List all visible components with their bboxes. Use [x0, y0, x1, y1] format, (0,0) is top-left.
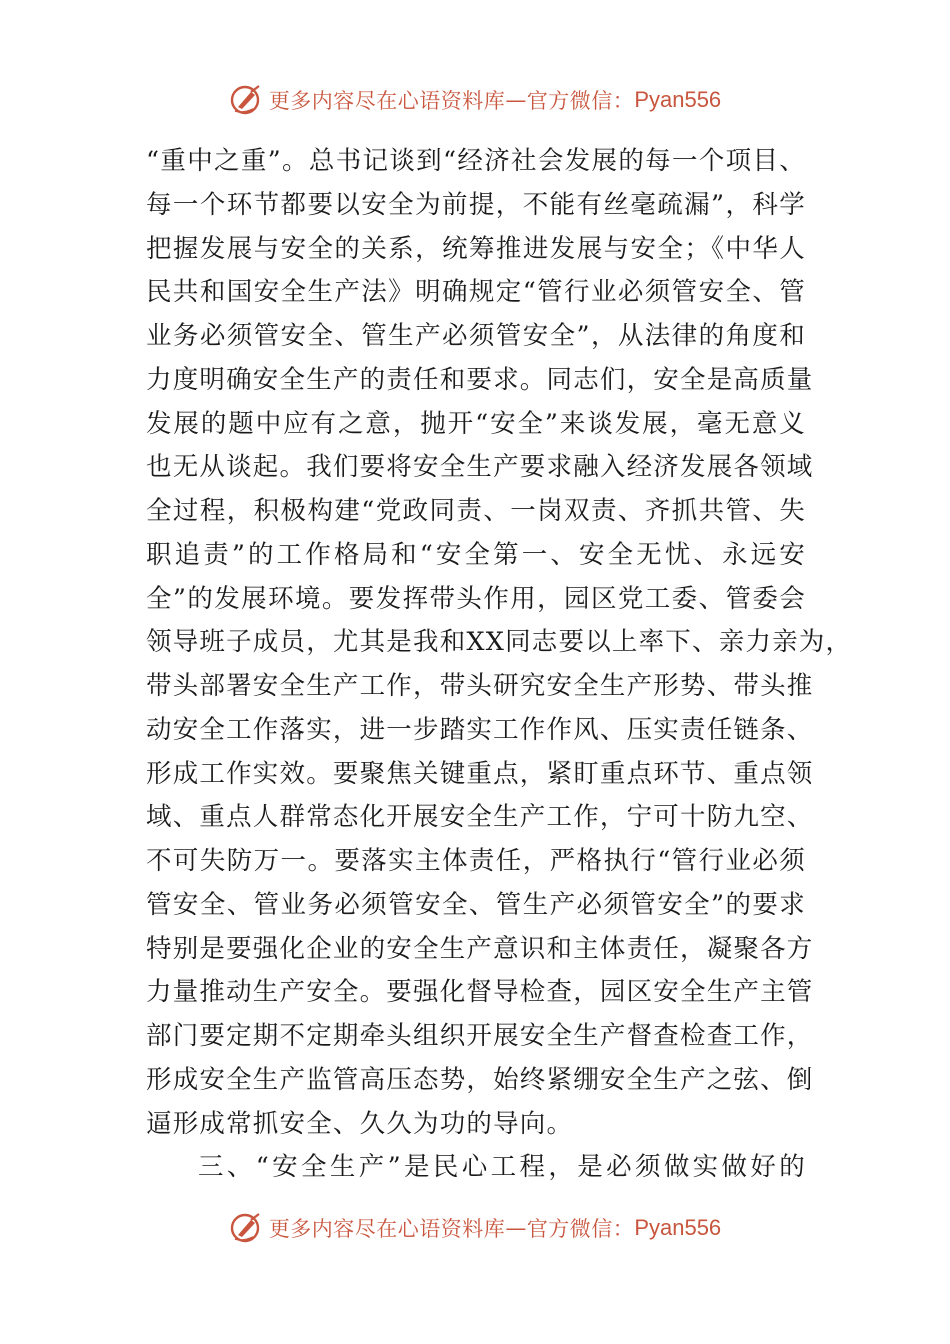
document-body	[146, 140, 853, 1190]
text-line: 职追责”的工作格局和“安全第一、安全无忧、永远安	[146, 539, 806, 570]
text-line: 每一个环节都要以安全为前提，不能有丝毫疏漏”，科学	[146, 189, 806, 220]
text-line: 不可失防万一。要落实主体责任，严格执行“管行业必须	[146, 846, 806, 876]
watermark-separator: —	[505, 1216, 527, 1240]
text-line: 形成安全生产监管高压态势，始终紧绷安全生产之弦、倒	[146, 1064, 814, 1095]
text-line: 特别是要强化企业的安全生产意识和主体责任，凝聚各方	[146, 933, 814, 964]
pen-logo-icon	[229, 82, 265, 118]
text-line: 民共和国安全生产法》明确规定“管行业必须管安全、管	[146, 277, 806, 308]
text-line: 逼形成常抓安全、久久为功的导向。	[146, 1108, 574, 1139]
text-line: 力度明确安全生产的责任和要求。同志们，安全是高质量	[146, 364, 814, 395]
text-line: 动安全工作落实，进一步踏实工作作风、压实责任链条、	[146, 714, 814, 745]
text-line: 域、重点人群常态化开展安全生产工作，宁可十防九空、	[146, 802, 814, 833]
watermark-text: 更多内容尽在心语资料库	[268, 1217, 506, 1241]
text-line: 带头部署安全生产工作，带头研究安全生产形势、带头推	[146, 671, 814, 701]
text-line: 把握发展与安全的关系，统筹推进发展与安全；《中华人	[146, 233, 806, 264]
text-line: 发展的题中应有之意，抛开“安全”来谈发展，毫无意义	[146, 408, 806, 439]
watermark-id: Pyan556	[634, 1215, 722, 1240]
watermark-id: Pyan556	[634, 87, 722, 112]
text-line: 全”的发展环境。要发挥带头作用，园区党工委、管委会	[146, 583, 806, 614]
header-watermark	[0, 80, 950, 120]
text-line: 管安全、管业务必须管安全、管生产必须管安全”的要求	[146, 889, 806, 920]
watermark-label: 官方微信：	[526, 89, 635, 113]
text-line: 业务必须管安全、管生产必须管安全”，从法律的角度和	[146, 321, 806, 351]
text-line: 部门要定期不定期牵头组织开展安全生产督查检查工作，	[146, 1021, 814, 1051]
pen-logo-icon	[229, 1210, 265, 1246]
text-line: “重中之重”。总书记谈到“经济社会发展的每一个项目、	[146, 146, 806, 176]
section-heading-line: 三、“安全生产”是民心工程，是必须做实做好的	[198, 1152, 806, 1183]
watermark-text: 更多内容尽在心语资料库	[268, 89, 506, 113]
text-line: 全过程，积极构建“党政同责、一岗双责、齐抓共管、失	[146, 496, 806, 526]
text-line: 领导班子成员，尤其是我和XX同志要以上率下、亲力亲为，	[146, 627, 853, 658]
text-line: 形成工作实效。要聚焦关键重点，紧盯重点环节、重点领	[146, 758, 814, 789]
text-line: 力量推动生产安全。要强化督导检查，园区安全生产主管	[146, 977, 814, 1008]
footer-watermark	[0, 1208, 950, 1248]
watermark-separator: —	[505, 88, 527, 112]
watermark-label: 官方微信：	[526, 1217, 635, 1241]
text-line: 也无从谈起。我们要将安全生产要求融入经济发展各领域	[146, 452, 814, 483]
